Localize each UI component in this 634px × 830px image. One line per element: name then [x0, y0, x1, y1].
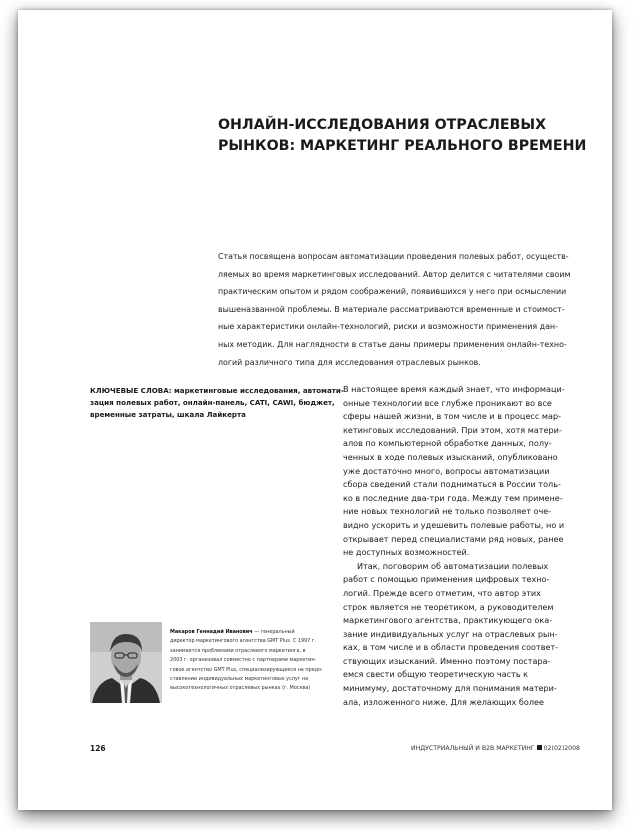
- abstract-line: Статья посвящена вопросам автоматизации проведения полевых работ, осуществ-: [218, 252, 569, 261]
- journal-name: ИНДУСТРИАЛЬНЫЙ И B2B МАРКЕТИНГ: [411, 745, 535, 752]
- bio-first-text: — генеральный: [252, 629, 295, 635]
- abstract-line: ных методик. Для наглядности в статье даны примеры применения онлайн-техно-: [218, 339, 567, 349]
- bio-line: ставлении индивидуальных маркетинговых услуг на: [170, 676, 309, 683]
- journal-footer: [411, 745, 580, 752]
- title-line: РЫНКОВ: МАРКЕТИНГ РЕАЛЬНОГО ВРЕМЕНИ: [218, 138, 587, 154]
- bio-line: 2003 г. организовал совместно с партнерами маркетин-: [170, 657, 317, 664]
- bio-line: высокотехнологичных отраслевых рынках (г. Москва): [170, 685, 311, 692]
- keywords-line: зация полевых работ, онлайн-панель, CATI, CAWI, бюджет,: [90, 398, 335, 407]
- keywords-line: КЛЮЧЕВЫЕ СЛОВА: маркетинговые исследования, автомати-: [90, 386, 344, 395]
- square-bullet-icon: [537, 745, 542, 750]
- magazine-page: [18, 10, 612, 810]
- body-line: кетинговых исследований. При этом, хотя матери-: [343, 424, 562, 435]
- body-line: маркетингового агентства, практикующего ока-: [343, 615, 553, 626]
- body-line: Итак, поговорим об автоматизации полевых: [357, 560, 549, 571]
- abstract-line: ные характеристики онлайн-технологий, риски и возможности применения дан-: [218, 322, 558, 332]
- body-line: не доступных возможностей.: [343, 547, 470, 558]
- abstract-line: вышеназванной проблемы. В материале рассматриваются временные и стоимост-: [218, 304, 565, 314]
- title-line: ОНЛАЙН-ИССЛЕДОВАНИЯ ОТРАСЛЕВЫХ: [218, 117, 547, 133]
- bio-line: [170, 628, 330, 637]
- body-line: В настоящее время каждый знает, что информаци-: [343, 384, 565, 394]
- body-line: емся свести общую теоретическую часть к: [343, 669, 529, 680]
- body-line: онные технологии все глубже проникают во все: [343, 397, 552, 408]
- body-line: уже достаточно много, вопросы автоматизации: [343, 465, 550, 476]
- article-title: [218, 115, 598, 157]
- author-portrait-image: [90, 622, 162, 703]
- body-line: открывает перед специалистами ряд новых, ранее: [343, 533, 564, 544]
- bio-line: занимается проблемами отраслевого маркетинга, в: [170, 647, 306, 654]
- body-line: строк является не теоретиком, а руководителем: [343, 601, 554, 612]
- body-line: ала, изложенного ниже. Для желающих более: [343, 696, 544, 707]
- body-line: сбора сведений стали подниматься в России толь-: [343, 479, 561, 490]
- body-line: ние новых технологий не только позволяет оче-: [343, 506, 552, 517]
- abstract-line: практическим опытом и рядом соображений, появившихся у него при осмыслении: [218, 287, 567, 297]
- body-line: алов по компьютерной обработке данных, полу-: [343, 438, 552, 449]
- author-bio: [170, 628, 330, 694]
- article-body-column: [343, 383, 608, 709]
- bio-line: говое агентство GMT Plus, специализирующееся на предо-: [170, 666, 323, 673]
- body-line: видно ускорить и удешевить полевые работы, но и: [343, 519, 565, 530]
- body-line: ках, в том числе и в области проведения соответ-: [343, 642, 559, 653]
- body-line: сферы нашей жизни, в том числе и в процесс мар-: [343, 411, 562, 422]
- issue-number: 02(02)2008: [543, 745, 580, 752]
- body-line: ко в последние два-три года. Между тем примене-: [343, 492, 563, 503]
- abstract-line: логий различного типа для исследования отраслевых рынков.: [218, 357, 481, 367]
- body-line: зание индивидуальных услуг на отраслевых рын-: [343, 628, 558, 639]
- body-line: ствующих изысканий. Именно поэтому постара-: [343, 655, 551, 666]
- article-abstract: [218, 248, 598, 371]
- page-number: 126: [90, 744, 106, 753]
- author-photo: [90, 622, 162, 703]
- keywords-block: [90, 385, 344, 421]
- body-line: логий. Прежде всего отметим, что автор этих: [343, 587, 541, 598]
- bio-line: директор маркетингового агентства GMT Plus. С 1997 г.: [170, 638, 316, 645]
- body-line: минимуму, достаточному для понимания матери-: [343, 683, 557, 694]
- body-line: ченных в ходе полевых изысканий, опубликовано: [343, 451, 558, 462]
- abstract-line: ляемых во время маркетинговых исследований. Автор делится с читателями своим: [218, 269, 571, 279]
- body-line: работ с помощью применения цифровых техно-: [343, 574, 550, 585]
- keywords-line: временные затраты, шкала Лайкерта: [90, 410, 246, 419]
- author-name: Макаров Геннадий Иванович: [170, 629, 253, 635]
